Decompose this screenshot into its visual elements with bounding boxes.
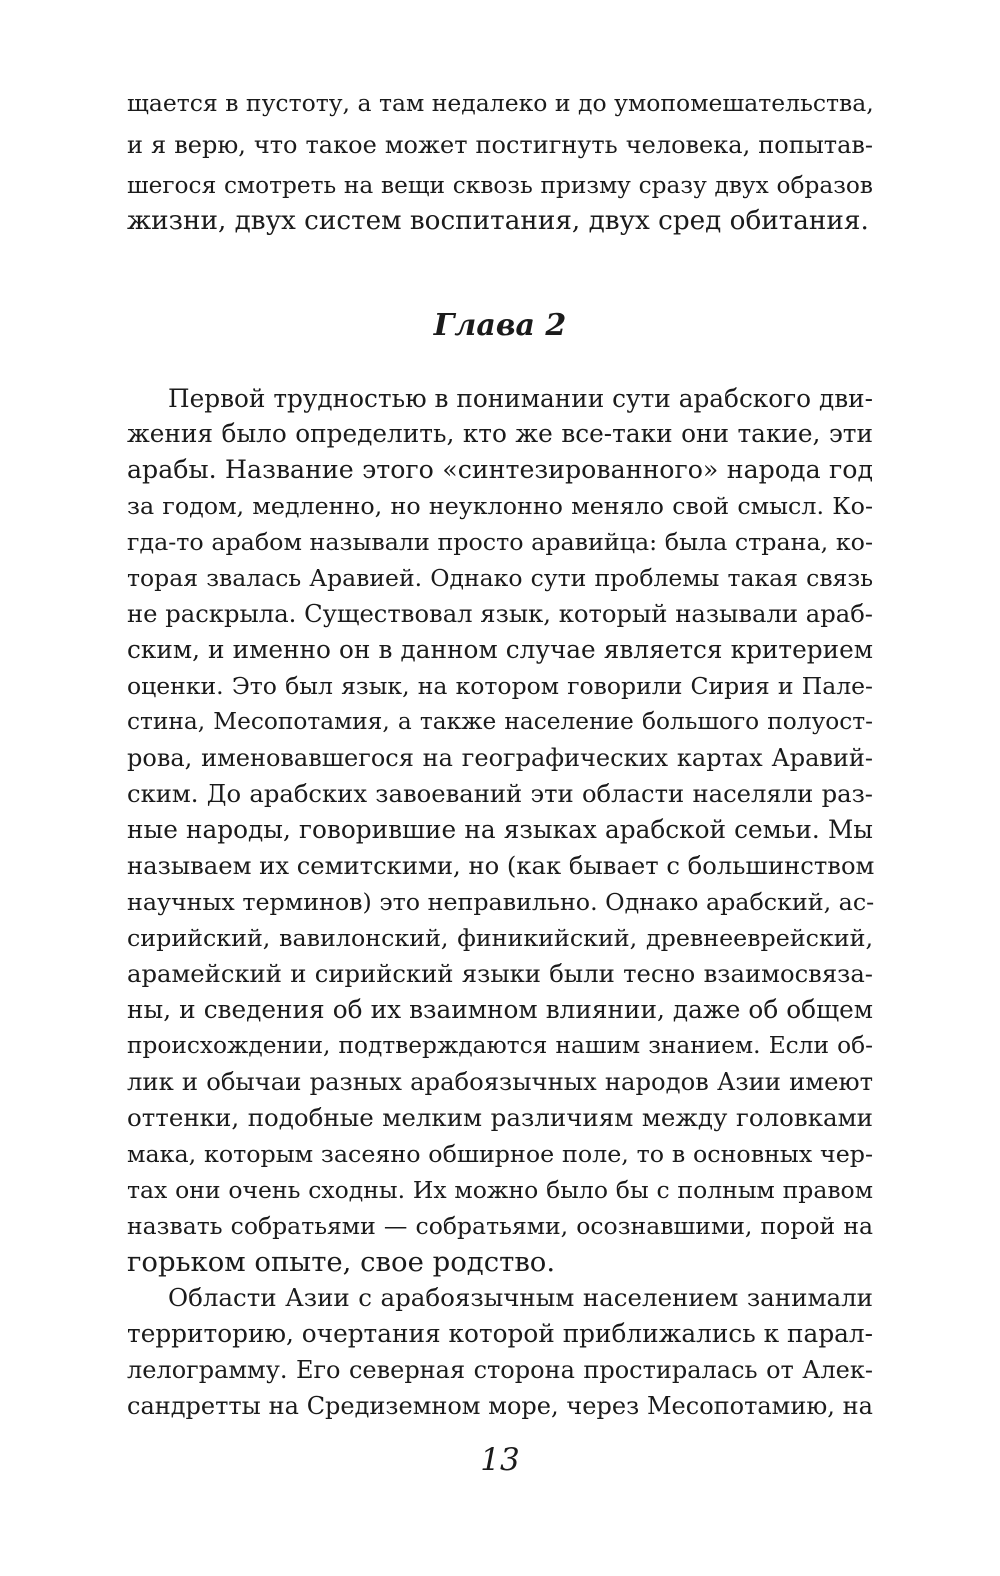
text-line: не раскрыла. Существовал язык, который называли араб- [127,599,873,628]
text-line: научных терминов) это неправильно. Однако арабский, ас- [127,888,875,916]
text-line: щается в пустоту, а там недалеко и до умопомешательства, [127,89,874,117]
text-line: мака, которым засеяно обширное поле, то в основных чер- [127,1140,873,1168]
text-line: ским. До арабских завоеваний эти области населяли раз- [127,779,873,808]
text-line: шегося смотреть на вещи сквозь призму сразу двух образов [127,172,873,199]
text-line: жения было определить, кто же все-таки они такие, эти [127,419,873,448]
text-line: ны, и сведения об их взаимном влиянии, даже об общем [127,995,873,1024]
text-line: называем их семитскими, но (как бывает с большинством [127,851,875,880]
text-line: за годом, медленно, но неуклонно меняло свой смысл. Ко- [127,492,873,520]
text-line: ные народы, говорившие на языках арабской семьи. Мы [127,815,873,844]
text-line: тах они очень сходны. Их можно было бы с полным правом [127,1176,873,1204]
text-line: назвать собратьями — собратьями, осознавшими, порой на [127,1212,873,1240]
text-line: Первой трудностью в понимании сути арабского дви- [168,384,873,413]
text-line: лик и обычаи разных арабоязычных народов Азии имеют [127,1067,873,1096]
text-line: оттенки, подобные мелким различиям между головками [127,1103,873,1132]
text-line: арамейский и сирийский языки были тесно взаимосвяза- [127,959,873,988]
text-line: сирийский, вавилонский, финикийский, древнееврейский, [127,924,873,952]
text-line: Области Азии с арабоязычным населением занимали [168,1283,873,1312]
text-line: ским, и именно он в данном случае является критерием [127,635,873,664]
text-line: жизни, двух систем воспитания, двух сред обитания. [127,206,869,236]
text-line: гда-то арабом называли просто аравийца: была страна, ко- [127,528,873,556]
text-line: территорию, очертания которой приближались к парал- [127,1319,873,1348]
text-line: торая звалась Аравией. Однако сути проблемы такая связь [127,564,873,592]
text-line: сандретты на Средиземном море, через Месопотамию, на [127,1392,873,1420]
text-line: лелограмму. Его северная сторона простиралась от Алек- [127,1356,873,1384]
text-line: стина, Месопотамия, а также население большого полуост- [127,708,873,735]
text-line: оценки. Это был язык, на котором говорили Сирия и Пале- [127,672,873,700]
page-number: 13 [480,1442,520,1478]
text-line: и я верю, что такое может постигнуть человека, попытав- [127,131,873,159]
text-line: горьком опыте, свое родство. [127,1246,556,1278]
text-line: происхождении, подтверждаются нашим знанием. Если об- [127,1032,873,1059]
chapter-heading: Глава 2 [433,308,567,343]
text-line: арабы. Название этого «синтезированного» народа год [127,455,873,484]
text-line: рова, именовавшегося на географических картах Аравий- [127,744,873,772]
